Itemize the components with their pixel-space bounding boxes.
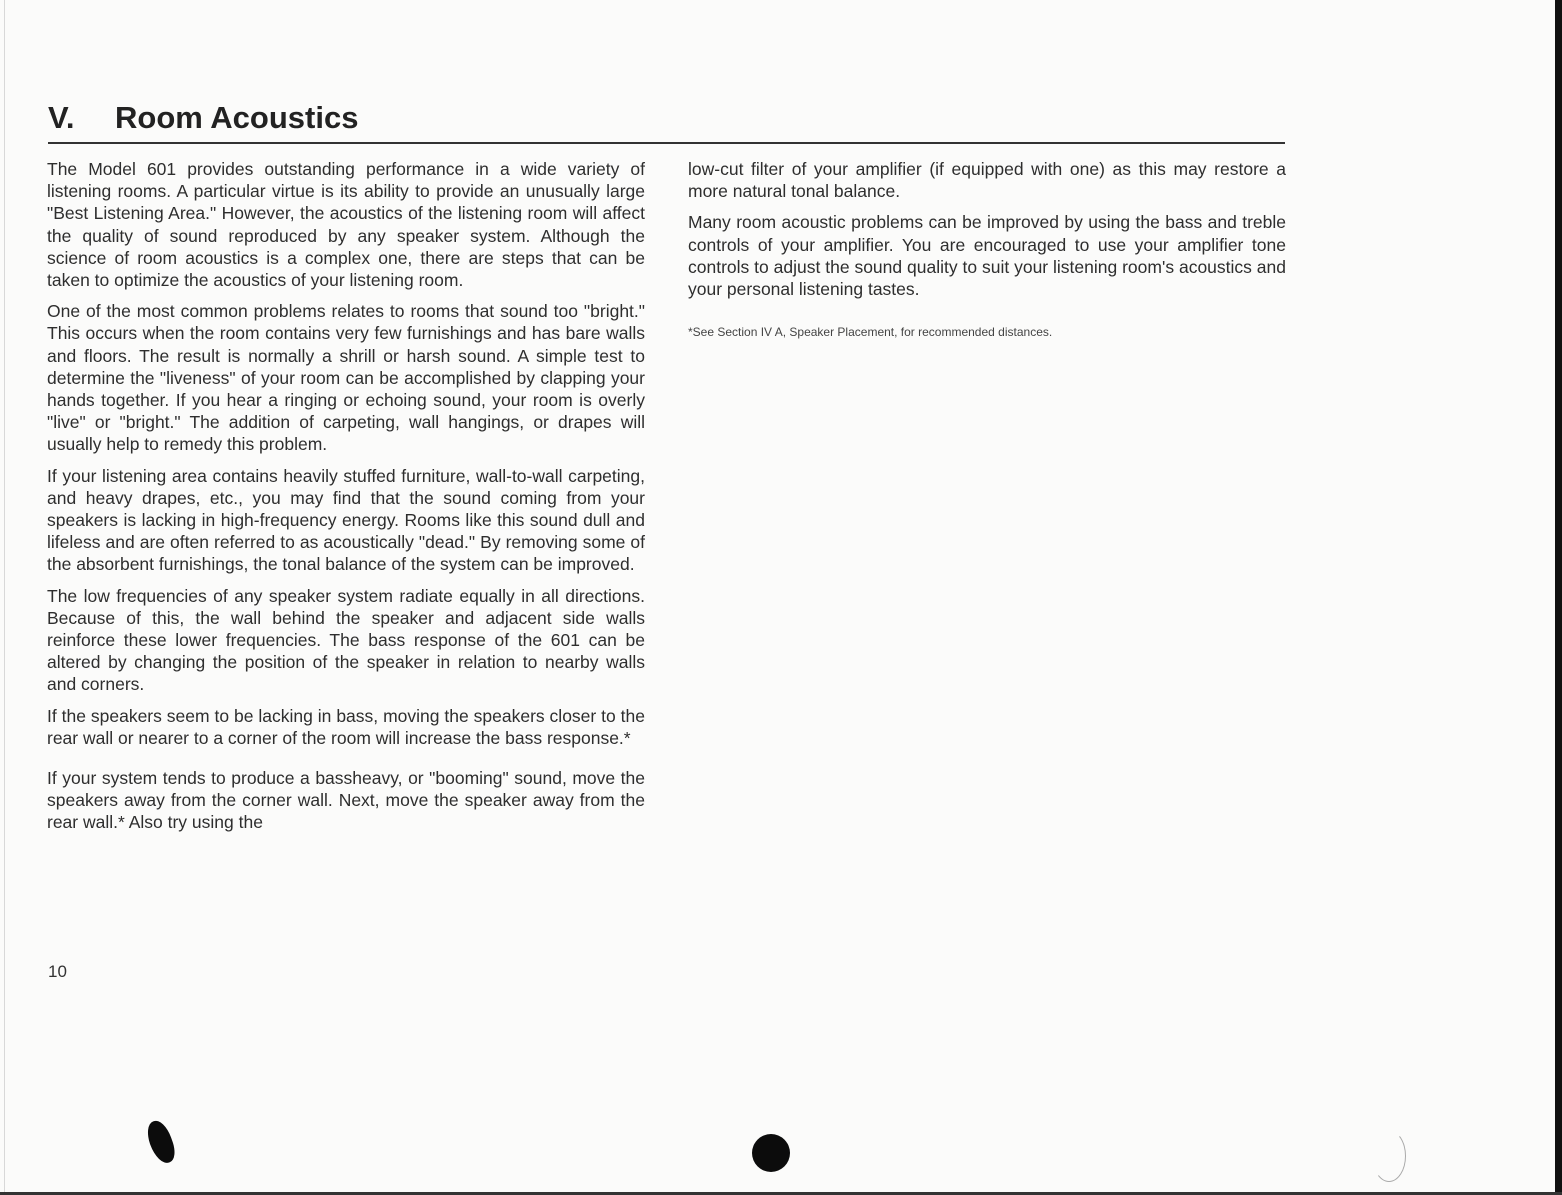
page-number: 10 bbox=[48, 962, 67, 981]
footnote: *See Section IV A, Speaker Placement, for recommended distances. bbox=[688, 325, 1053, 340]
paragraph: One of the most common problems relates to rooms that sound too "bright." This occurs when the room contains very few furnishings and has bare walls and floors. The result is normally a shrill or harsh sound. A simple test to determine the "liveness" of your room can be accomplished by clapping your hands together. If you hear a ringing or echoing sound, your room is overly "live" or "bright." The addition of carpeting, wall hangings, or drapes will usually help to remedy this problem. bbox=[47, 301, 645, 455]
paragraph: If the speakers seem to be lacking in bass, moving the speakers closer to the rear wall or nearer to a corner of the room will increase the bass response.* bbox=[47, 705, 645, 748]
binding-hole-right bbox=[1372, 1130, 1406, 1182]
section-title: Room Acoustics bbox=[115, 100, 359, 135]
section-number: V. bbox=[48, 100, 75, 135]
page-edge-right bbox=[1555, 0, 1562, 1195]
section-header bbox=[48, 100, 1285, 144]
paragraph: If your system tends to produce a bassheavy, or "booming" sound, move the speakers away from the corner wall. Next, move the speaker away from the rear wall.* Also try using the bbox=[47, 768, 645, 833]
right-column bbox=[688, 158, 1286, 349]
paragraph: If your listening area contains heavily stuffed furniture, wall-to-wall carpeting, and heavy drapes, etc., you may find that the sound coming from your speakers is lacking in high-frequency energy. Rooms like this sound dull and lifeless and are often referred to as acoustically "dead." By removing some of the absorbent furnishings, the tonal balance of the system can be improved. bbox=[47, 465, 645, 575]
paragraph: The Model 601 provides outstanding performance in a wide variety of listening rooms. A particular virtue is its ability to provide an unusually large "Best Listening Area." However, the acoustics of the listening room will affect the quality of sound reproduced by any speaker system. Although the science of room acoustics is a complex one, there are steps that can be taken to optimize the acoustics of your listening room. bbox=[47, 159, 645, 291]
left-column bbox=[47, 158, 645, 843]
page-edge-left bbox=[4, 0, 5, 1195]
paragraph: The low frequencies of any speaker system radiate equally in all directions. Because of this, the wall behind the speaker and adjacent side walls reinforce these lower frequencies. The bass response of the 601 can be altered by changing the position of the speaker in relation to nearby walls and corners. bbox=[47, 585, 645, 695]
binding-hole-left bbox=[143, 1118, 179, 1167]
binding-hole-center bbox=[752, 1134, 790, 1172]
paragraph: low-cut filter of your amplifier (if equipped with one) as this may restore a more natural tonal balance. bbox=[688, 159, 1286, 202]
paragraph: Many room acoustic problems can be improved by using the bass and treble controls of your amplifier. You are encouraged to use your amplifier tone controls to adjust the sound quality to suit your listening room's acoustics and your personal listening tastes. bbox=[688, 212, 1286, 300]
